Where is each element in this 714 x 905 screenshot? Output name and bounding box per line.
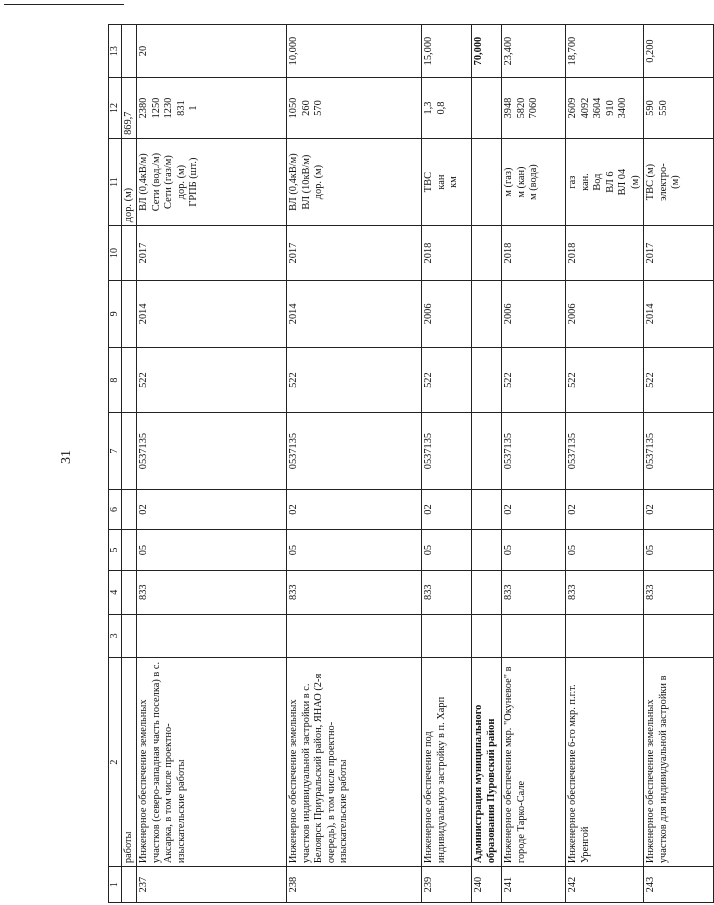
unit-line: электро-: [657, 163, 669, 201]
cell-col9: 2014: [137, 280, 287, 347]
cell-quantity: [566, 78, 644, 139]
cell-col9: 2014: [287, 280, 422, 347]
cell-col4: 833: [422, 570, 472, 614]
quantity-line: 550: [657, 100, 669, 116]
cell-col7: 0537135: [644, 413, 714, 489]
column-header: 1: [109, 867, 122, 903]
cell-col3: [287, 614, 422, 658]
unit-line: ГРПБ (шт.): [188, 157, 200, 207]
cell-col8: [472, 347, 502, 412]
cell-quantity: [287, 78, 422, 139]
table-row: [422, 25, 472, 903]
cell-quantity: [502, 78, 566, 139]
quantity-line: 4092: [579, 97, 591, 119]
unit-line: Сети (вод./м): [150, 152, 162, 212]
cell-col9: 2006: [502, 280, 566, 347]
cell-units: [137, 138, 287, 225]
cell-name: Инженерное обеспечение мкр. "Окуневое" в городе Тарко-Сале: [502, 658, 566, 867]
cell-units: [502, 138, 566, 225]
cell-col10: 2017: [287, 226, 422, 281]
cell-col10: 2018: [502, 226, 566, 281]
cell-col7: 0537135: [566, 413, 644, 489]
cell-col5: 05: [502, 530, 566, 571]
quantity-line: 1230: [163, 97, 175, 119]
cell-amount: 20: [137, 25, 287, 78]
cell-col5: 05: [566, 530, 644, 571]
column-header: 11: [109, 138, 122, 225]
cell-col6: 02: [287, 489, 422, 530]
cell-col9: [472, 280, 502, 347]
unit-line: (м): [629, 175, 641, 189]
cell-units: [644, 138, 714, 225]
cell-col3: [566, 614, 644, 658]
cell-col6: [472, 489, 502, 530]
unit-line: газ: [567, 175, 579, 189]
header-row: [109, 25, 122, 903]
cell-col5: 05: [422, 530, 472, 571]
table-row: [287, 25, 422, 903]
column-header: 12: [109, 78, 122, 139]
cell-col7: 0537135: [502, 413, 566, 489]
cell-col7: 0537135: [422, 413, 472, 489]
cell-amount: 70,000: [472, 25, 502, 78]
cell-col10: 2017: [137, 226, 287, 281]
data-table: [108, 24, 714, 903]
cell-amount: 10,000: [287, 25, 422, 78]
cell-col6: 02: [566, 489, 644, 530]
column-header: 13: [109, 25, 122, 78]
cell-quantity: [644, 78, 714, 139]
cell-row-number: 240: [472, 867, 502, 903]
cell-col5: 05: [287, 530, 422, 571]
unit-line: ТВС: [423, 171, 435, 193]
quantity-line: 831: [175, 100, 187, 116]
rotated-table-wrapper: [108, 24, 682, 903]
unit-line: м (кан): [515, 166, 527, 198]
cell-col4: [472, 570, 502, 614]
cell-col4: 833: [566, 570, 644, 614]
table-row: [502, 25, 566, 903]
quantity-line: 3604: [592, 97, 604, 119]
unit-line: ВЛ 6: [604, 171, 616, 193]
continuation-row: [122, 25, 137, 903]
quantity-line: 2609: [567, 97, 579, 119]
cell-col5: 05: [137, 530, 287, 571]
unit-line: м (газ): [503, 167, 515, 197]
cell-col5: [472, 530, 502, 571]
cell-col4: 833: [644, 570, 714, 614]
cell-col8: 522: [644, 347, 714, 412]
unit-line: ВЛ (10кВ/м): [300, 154, 312, 210]
quantity-line: 1050: [288, 97, 300, 119]
unit-line: Вод: [592, 173, 604, 191]
cell-col10: 2018: [422, 226, 472, 281]
cell-name: Администрация муниципального образования Пуровский район: [472, 658, 502, 867]
cell-quantity: [472, 78, 502, 139]
cell-name: Инженерное обеспечение земельных участков индивидуальной застройки в с. Белоярск Приуральский район, ЯНАО (2-я очередь), в том числе проектно-изыскательские работы: [287, 658, 422, 867]
cell-col4: 833: [502, 570, 566, 614]
unit-line: дор. (м): [175, 164, 187, 200]
cell-row-number: 238: [287, 867, 422, 903]
cell-quantity: [422, 78, 472, 139]
cell-col9: 2006: [422, 280, 472, 347]
cell-col9: 2006: [566, 280, 644, 347]
quantity-line: 910: [604, 100, 616, 116]
quantity-line: 3948: [503, 97, 515, 119]
cell-col10: 2018: [566, 226, 644, 281]
cell-row-number: 241: [502, 867, 566, 903]
cell-name: Инженерное обеспечение под индивидуальную застройку в п. Харп: [422, 658, 472, 867]
cell-col6: 02: [644, 489, 714, 530]
cell-col3: [502, 614, 566, 658]
cell-col4: 833: [137, 570, 287, 614]
cell-col6: 02: [422, 489, 472, 530]
quantity-line: 590: [645, 100, 657, 116]
cell-col8: 522: [137, 347, 287, 412]
quantity-line: 7060: [528, 97, 540, 119]
column-header: 2: [109, 658, 122, 867]
cell-col3: [644, 614, 714, 658]
cell-name: Инженерное обеспечение земельных участков (северо-западная часть поселка) в с. Аксарка, в том числе проектно-изыскательские работы: [137, 658, 287, 867]
cell-col3: [422, 614, 472, 658]
cell-col8: 522: [422, 347, 472, 412]
unit-line: Сети (газ/м): [163, 155, 175, 209]
quantity-line: 1,3: [423, 101, 435, 115]
cell-row-number: 243: [644, 867, 714, 903]
quantity-line: 5820: [515, 97, 527, 119]
table-row: [566, 25, 644, 903]
cell-col3: [137, 614, 287, 658]
column-header: 4: [109, 570, 122, 614]
unit-line: ВЛ 04: [617, 168, 629, 196]
cell-units: [422, 138, 472, 225]
column-header: 3: [109, 614, 122, 658]
column-header: 9: [109, 280, 122, 347]
table-row: [137, 25, 287, 903]
cell-col7: 0537135: [287, 413, 422, 489]
page-number: 31: [59, 450, 74, 464]
cell-col5: 05: [644, 530, 714, 571]
cell-name: Инженерное обеспечение земельных участков для индивидуальной застройки в: [644, 658, 714, 867]
unit-line: кан.: [579, 173, 591, 191]
quantity-line: 570: [313, 100, 325, 116]
cell-col4: 833: [287, 570, 422, 614]
cell-name: работы: [122, 658, 137, 867]
column-header: 5: [109, 530, 122, 571]
cell-row-number: 242: [566, 867, 644, 903]
unit-line: (м): [670, 175, 682, 189]
top-rule: [4, 4, 124, 5]
unit-line: кан: [435, 174, 447, 190]
cell-col7: [472, 413, 502, 489]
cell-col10: [472, 226, 502, 281]
quantity-line: 0,8: [435, 101, 447, 115]
unit-line: км: [448, 176, 460, 188]
column-header: 8: [109, 347, 122, 412]
quantity-line: 1250: [150, 97, 162, 119]
table-row: [472, 25, 502, 903]
cell-col9: 2014: [644, 280, 714, 347]
quantity-line: 2380: [138, 97, 150, 119]
quantity-line: 1: [188, 105, 200, 111]
cell-quantity: 869,7: [122, 78, 137, 139]
unit-line: дор. (м): [313, 164, 325, 200]
cell-col8: 522: [287, 347, 422, 412]
cell-row-number: 237: [137, 867, 287, 903]
cell-amount: 23,400: [502, 25, 566, 78]
cell-units: [472, 138, 502, 225]
cell-col10: 2017: [644, 226, 714, 281]
cell-units: дор. (м): [122, 138, 137, 225]
column-header: 10: [109, 226, 122, 281]
cell-name: Инженерное обеспечение 6-го мкр. п.г.т. Уренгой: [566, 658, 644, 867]
cell-row-number: 239: [422, 867, 472, 903]
cell-col8: 522: [502, 347, 566, 412]
unit-line: ВЛ (0,4кВ/м): [138, 153, 150, 211]
column-header: 7: [109, 413, 122, 489]
cell-amount: 18,700: [566, 25, 644, 78]
cell-col3: [472, 614, 502, 658]
table-row: [644, 25, 714, 903]
cell-col7: 0537135: [137, 413, 287, 489]
unit-line: м (вода): [528, 164, 540, 200]
quantity-line: 260: [300, 100, 312, 116]
cell-amount: 0,200: [644, 25, 714, 78]
cell-units: [566, 138, 644, 225]
cell-amount: 15,000: [422, 25, 472, 78]
unit-line: ТВС (м): [645, 163, 657, 201]
column-header: 6: [109, 489, 122, 530]
cell-quantity: [137, 78, 287, 139]
cell-col8: 522: [566, 347, 644, 412]
cell-units: [287, 138, 422, 225]
quantity-line: 3400: [617, 97, 629, 119]
unit-line: ВЛ (0,4кВ/м): [288, 153, 300, 211]
cell-col6: 02: [137, 489, 287, 530]
cell-col6: 02: [502, 489, 566, 530]
